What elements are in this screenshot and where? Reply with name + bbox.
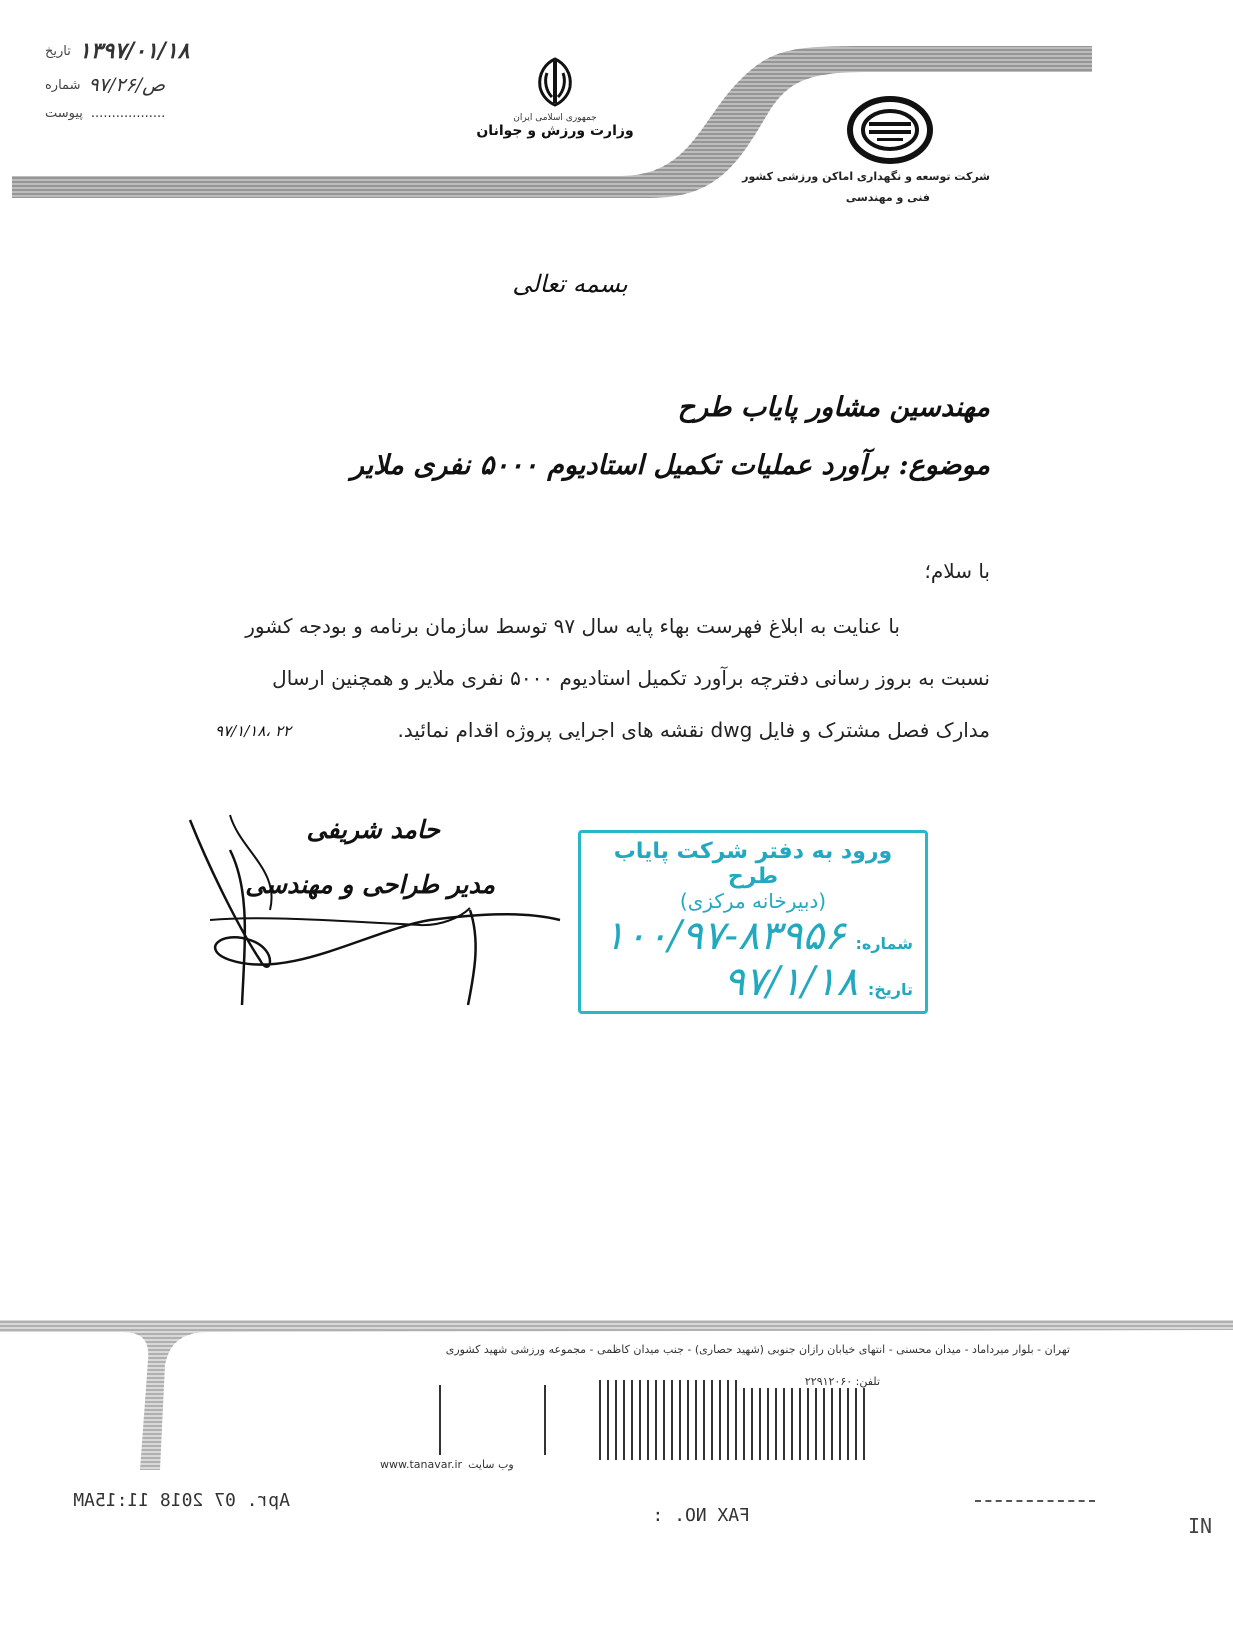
stamp-date-label: تاریخ: <box>867 980 913 999</box>
attachment-value: .................. <box>90 106 166 121</box>
handwritten-note: ۹۷/۱/۱۸، ۲۲ <box>215 722 292 740</box>
attachment-row <box>45 106 345 121</box>
company-info <box>740 170 990 204</box>
body-line-1: با عنایت به ابلاغ فهرست بهاء پایه سال ۹۷ توسط سازمان برنامه و بودجه کشور <box>245 614 900 638</box>
company-name: شرکت توسعه و نگهداری اماکن ورزشی کشور <box>742 170 990 183</box>
footer-address: تهران - بلوار میرداماد - میدان محسنی - انتهای خیابان رازان جنوبی (شهید حصاری) - جنب میدان کاظمی - مجموعه ورزشی شهید کشوری <box>445 1343 1070 1356</box>
ministry-block <box>470 55 640 139</box>
signer-name: حامد شریفی <box>306 815 440 844</box>
number-value: ص/۹۷/۲۶ <box>88 74 166 96</box>
footer-website-row <box>380 1458 514 1471</box>
page-corner-text: IN <box>1188 1514 1213 1538</box>
invocation: بسمه تعالی <box>512 270 628 298</box>
stamp-number-label: شماره: <box>855 934 913 953</box>
date-label: تاریخ <box>45 43 71 59</box>
fax-timestamp: Apr. 07 2018 11:15AM <box>73 1490 290 1511</box>
stamp-number-row <box>593 913 913 959</box>
body-line-3: مدارک فصل مشترک و فایل dwg نقشه های اجرایی پروژه اقدام نمائید. <box>397 718 990 742</box>
attachment-label: پیوست <box>45 106 83 121</box>
greeting: با سلام؛ <box>924 559 990 583</box>
stamp-date-row <box>593 959 913 1005</box>
fax-rule <box>975 1500 1095 1502</box>
footer-website: www.tanavar.ir <box>380 1458 463 1471</box>
subject: موضوع: برآورد عملیات تکمیل استادیوم ۵۰۰۰ نفری ملایر <box>350 450 990 481</box>
company-department: فنی و مهندسی <box>845 191 930 204</box>
number-row <box>45 74 345 96</box>
footer-phone: تلفن: ۲۲۹۱۲۰۶۰ <box>740 1375 880 1388</box>
stamp-date-value: ۹۷/۱/۱۸ <box>723 959 858 1005</box>
signer-title: مدیر طراحی و مهندسی <box>245 870 495 899</box>
ministry-name: وزارت ورزش و جوانان <box>476 123 634 139</box>
body-line-2: نسبت به بروز رسانی دفترچه برآورد تکمیل استادیوم ۵۰۰۰ نفری ملایر و همچنین ارسال <box>272 666 990 690</box>
fax-noise <box>440 1380 864 1460</box>
signature-scribble <box>170 810 570 1020</box>
company-logo-icon <box>847 96 933 164</box>
fax-number: FAX NO. : <box>652 1505 750 1526</box>
date-value: ۱۳۹۷/۰۱/۱۸ <box>78 38 190 64</box>
recipient: مهندسین مشاور پایاب طرح <box>677 392 990 423</box>
iran-emblem-icon <box>532 55 578 109</box>
stamp-number-value: ۱۰۰/۹۷-۸۳۹۵۶ <box>603 913 846 959</box>
stamp-title: ورود به دفتر شرکت پایاب طرح <box>613 839 893 889</box>
emblem-caption: جمهوری اسلامی ایران <box>513 113 597 123</box>
header-meta <box>45 38 345 121</box>
entry-stamp <box>578 830 928 1014</box>
date-row <box>45 38 345 64</box>
footer-website-label: وب سایت <box>468 1458 514 1471</box>
stamp-subtitle: (دبیرخانه مرکزی) <box>679 889 827 913</box>
company-logo <box>840 96 940 168</box>
number-label: شماره <box>45 77 81 93</box>
